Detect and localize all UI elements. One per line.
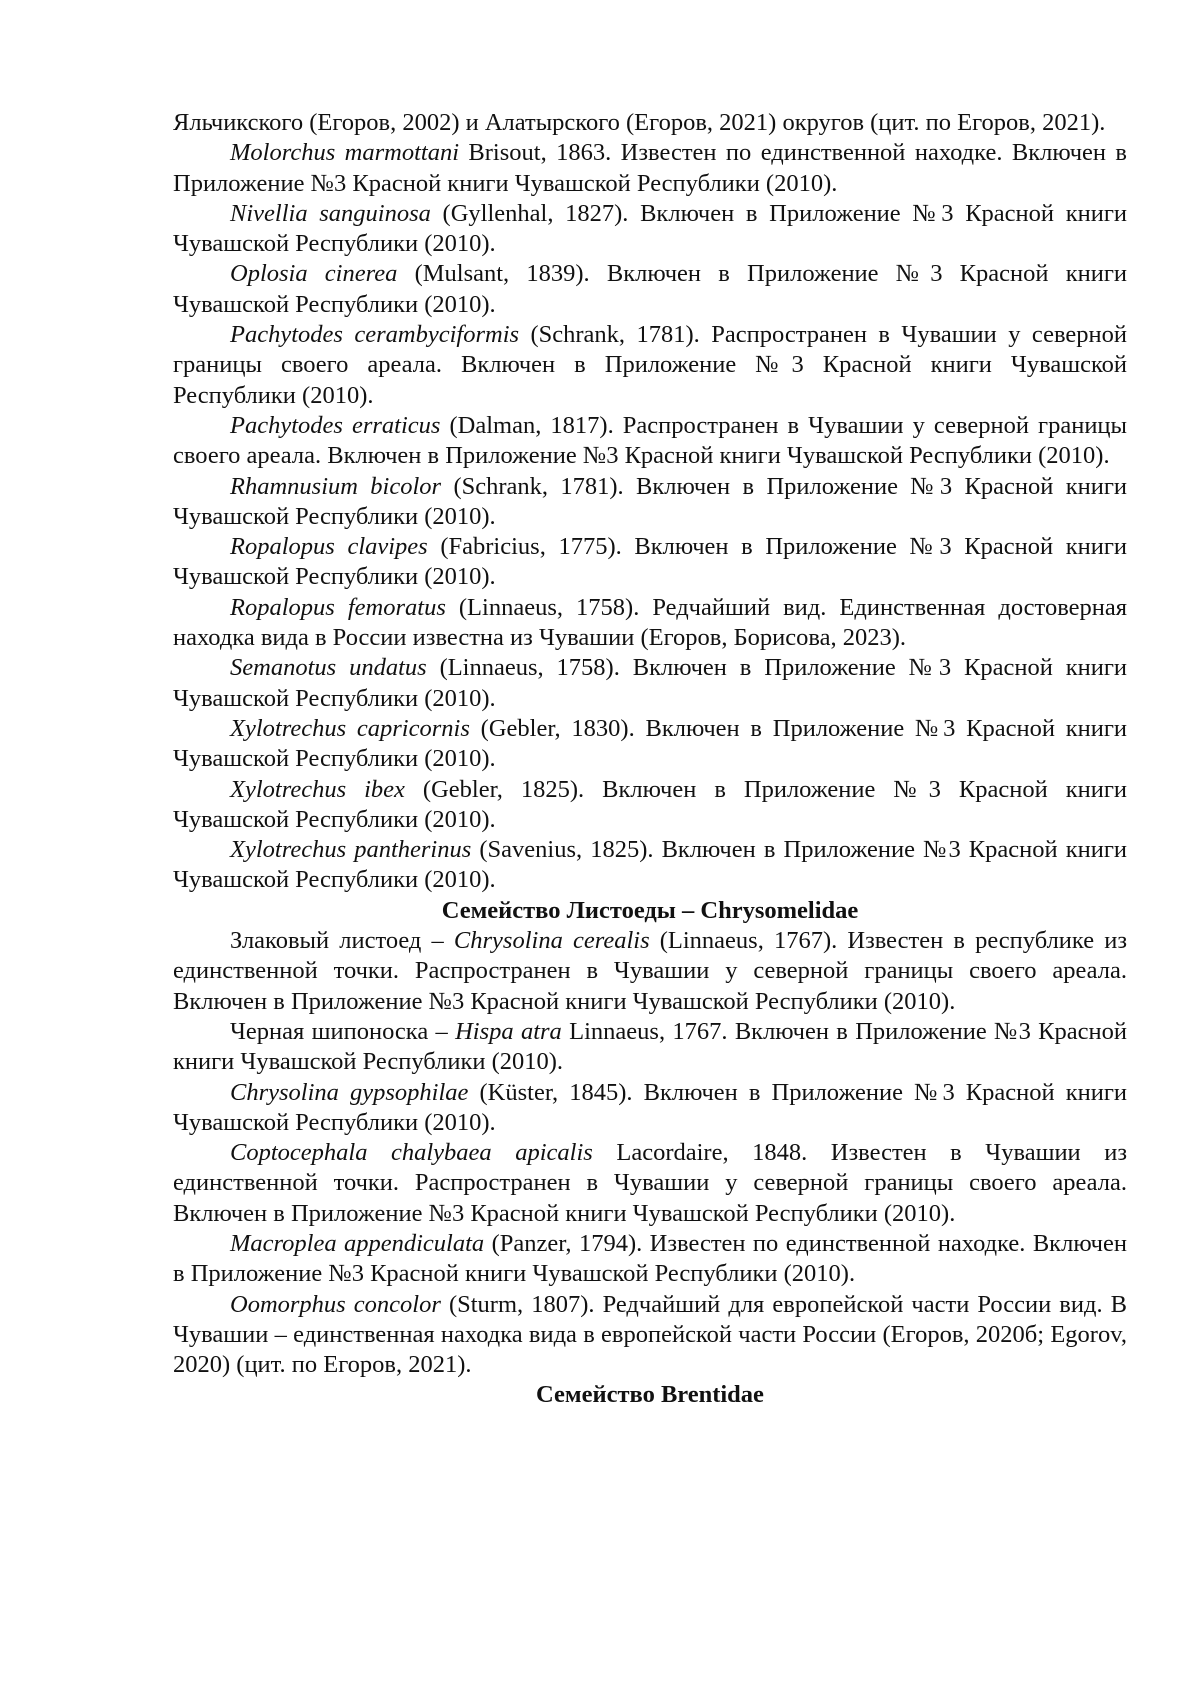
species-name: Semanotus undatus [230,654,427,682]
species-entry [173,1138,1127,1229]
species-entry [173,714,1127,775]
entry-text: (Fabricius, 1775). Включен в Приложение №3 Красной книги Чувашской Республики (2010). [173,533,1128,591]
entry-text: (Linnaeus, 1767). Известен в республике из единственной точки. Распространен в Чувашии у северной границы своего ареала. Включен в Приложение №3 Красной книги Чувашской Республики (2010). [173,927,1127,1015]
species-name: Macroplea appendiculata [230,1229,485,1257]
entry-text: Brisout, 1863. Известен по единственной находке. Включен в Приложение №3 Красной книги Чувашской Республики (2010). [173,139,1127,197]
species-name: Nivellia sanguinosa [230,199,431,227]
entry-text: Яльчикского (Егоров, 2002) и Алатырского (Егоров, 2021) округов (цит. по Егоров, 2021). [173,109,1106,136]
entry-text: Linnaeus, 1767. Включен в Приложение №3 Красной книги Чувашской Республики (2010). [173,1017,1127,1076]
species-entry [173,199,1127,260]
section-heading: Семейство Brentidae [536,1381,764,1409]
species-name: Chrysolina cerealis [453,927,650,955]
entry-text: (Linnaeus, 1758). Редчайший вид. Единственная достоверная находка вида в России известна из Чувашии (Егоров, Борисова, 2023). [173,593,1127,652]
species-entry [173,1017,1127,1078]
species-entry [173,775,1127,836]
entry-text: (Sturm, 1807). Редчайший для европейской части России вид. В Чувашии – единственная находка вида в европейской части России (Егоров, 2020б; Egorov, 2020) (цит. по Егоров, 2021). [173,1290,1127,1379]
species-entry [173,835,1127,896]
species-name: Xylotrechus ibex [230,775,405,803]
entry-text: (Gebler, 1830). Включен в Приложение №3 Красной книги Чувашской Республики (2010). [173,714,1128,773]
species-name: Rhamnusium bicolor [230,472,442,500]
species-name: Hispa atra [455,1017,562,1045]
species-name: Pachytodes erraticus [230,411,441,439]
species-name: Ropalopus femoratus [230,593,446,621]
species-name: Chrysolina gypsophilae [230,1078,469,1106]
species-entry [173,532,1127,593]
entry-text: (Küster, 1845). Включен в Приложение №3 Красной книги Чувашской Республики (2010). [173,1078,1128,1136]
continuation-paragraph [173,108,1127,138]
entry-text: (Panzer, 1794). Известен по единственной находке. Включен в Приложение №3 Красной книги Чувашской Республики (2010). [173,1229,1127,1288]
species-entry [173,653,1127,714]
species-entry [173,259,1127,320]
entry-text: (Schrank, 1781). Включен в Приложение №3 Красной книги Чувашской Республики (2010). [173,472,1127,530]
species-name: Oomorphus concolor [230,1290,441,1318]
species-entry [173,593,1127,654]
entry-text: (Schrank, 1781). Распространен в Чувашии у северной границы своего ареала. Включен в Приложение №3 Красной книги Чувашской Республики (2010). [173,321,1127,409]
species-name: Molorchus marmottani [230,139,460,167]
common-name: Злаковый листоед – [230,927,454,955]
species-entry [173,320,1127,411]
species-name: Oplosia cinerea [230,260,398,288]
species-name: Xylotrechus capricornis [230,714,470,742]
entry-text: (Linnaeus, 1758). Включен в Приложение №3 Красной книги Чувашской Республики (2010). [173,654,1127,712]
species-name: Coptocephala chalybaea apicalis [230,1139,593,1167]
entry-text: (Savenius, 1825). Включен в Приложение №3 Красной книги Чувашской Республики (2010). [173,836,1127,894]
species-entry [173,138,1127,199]
species-entry [173,926,1127,1017]
species-entry [173,411,1127,472]
species-name: Pachytodes cerambyciformis [230,321,520,349]
entry-text: (Dalman, 1817). Распространен в Чувашии у северной границы своего ареала. Включен в Приложение №3 Красной книги Чувашской Республики (2010). [173,411,1127,470]
entry-text: (Gyllenhal, 1827). Включен в Приложение №3 Красной книги Чувашской Республики (2010). [173,199,1127,258]
entry-text: (Gebler, 1825). Включен в Приложение №3 Красной книги Чувашской Республики (2010). [173,775,1127,833]
species-name: Ropalopus clavipes [230,533,428,561]
species-entry [173,472,1127,533]
entry-text: (Mulsant, 1839). Включен в Приложение №3 Красной книги Чувашской Республики (2010). [173,260,1128,318]
species-name: Xylotrechus pantherinus [230,836,472,864]
species-entry [173,1290,1127,1381]
document-page [173,108,1127,1411]
section-heading: Семейство Листоеды – Chrysomelidae [441,896,859,924]
species-entry [173,1229,1127,1290]
entry-text: Lacordaire, 1848. Известен в Чувашии из единственной точки. Распространен в Чувашии у северной границы своего ареала. Включен в Приложение №3 Красной книги Чувашской Республики (2010). [173,1139,1128,1227]
common-name: Черная шипоноска – [230,1017,456,1045]
species-entry [173,1078,1127,1139]
